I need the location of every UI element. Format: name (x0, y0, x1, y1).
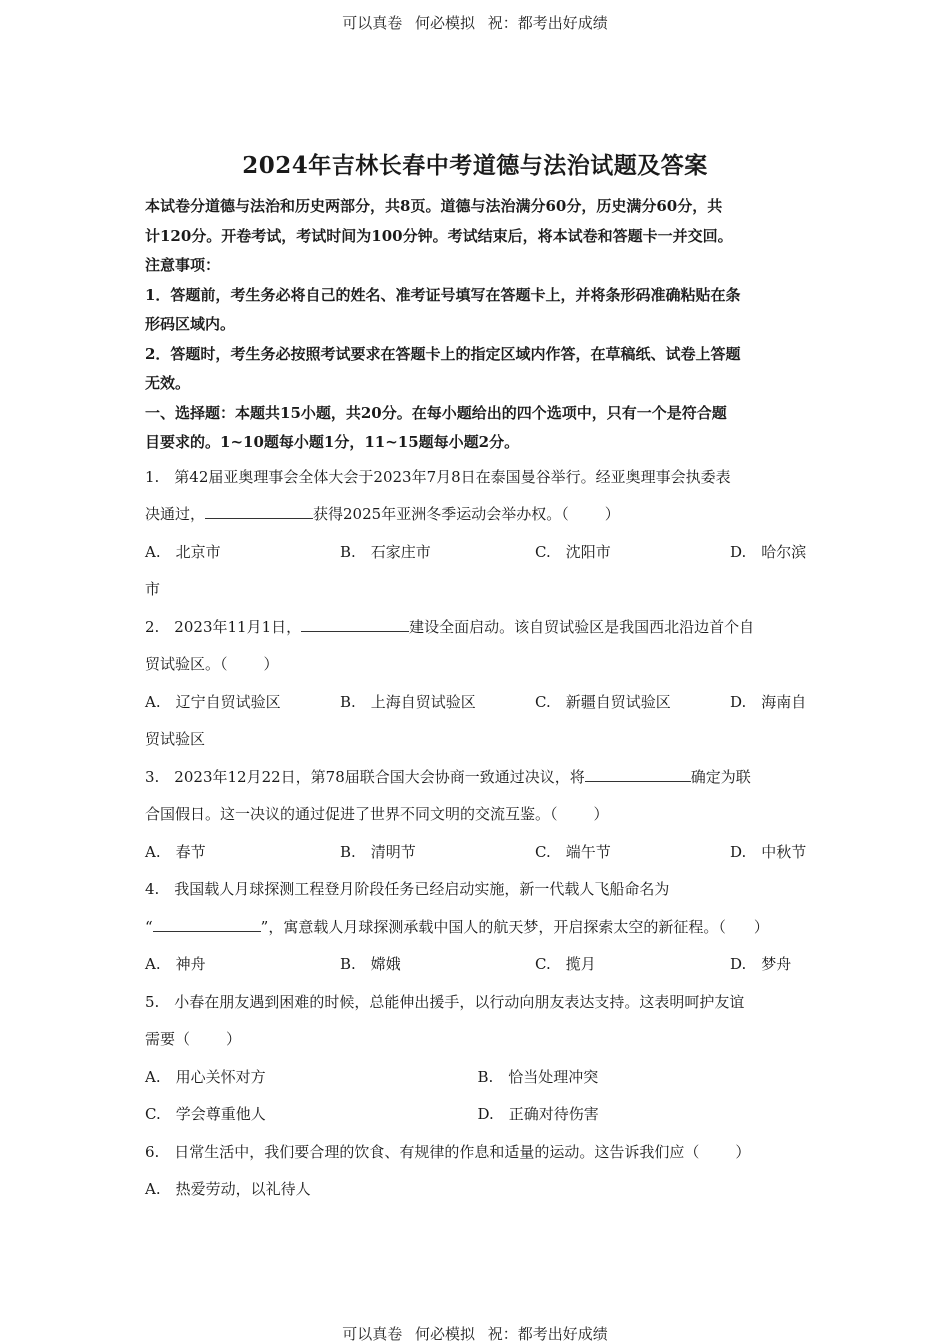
question-text: 3. 2023年12月22日，第78届联合国大会协商一致通过决议，将 确定为联 (145, 767, 751, 786)
intro-line: 2．答题时，考生务必按照考试要求在答题卡上的指定区域内作答，在草稿纸、试卷上答题 (145, 344, 741, 363)
intro-line: 无效。 (145, 374, 191, 392)
question-3 (145, 759, 810, 872)
footer-text-3: 祝：都考出好成绩 (487, 1325, 608, 1343)
page-footer (0, 1323, 950, 1344)
header-text-2: 何必模拟 (414, 14, 475, 32)
header-text-1: 可以真卷 (342, 14, 403, 32)
question-text: 4. 我国载人月球探测工程登月阶段任务已经启动实施，新一代载人飞船命名为 (145, 880, 670, 898)
option-b: B. 恰当处理冲突 (477, 1067, 599, 1086)
question-text: 6. 日常生活中，我们要合理的饮食、有规律的作息和适量的运动。这告诉我们应（ ） (145, 1142, 751, 1161)
answer-blank (153, 917, 261, 932)
intro-line: 本试卷分道德与法治和历史两部分，共8页。道德与法治满分60分，历史满分60分，共 (145, 197, 723, 215)
option-d: D. 哈尔滨 (730, 542, 807, 561)
option-c: C. 端午节 (535, 842, 611, 861)
options-row (145, 1059, 810, 1097)
intro-line: 形码区域内。 (145, 315, 236, 333)
options (145, 834, 810, 872)
option-c: C. 揽月 (535, 955, 596, 973)
question-text: 5. 小春在朋友遇到困难的时候，总能伸出援手，以行动向朋友表达支持。这表明呵护友谊 (145, 992, 745, 1011)
question-2 (145, 609, 810, 759)
question-4 (145, 871, 810, 984)
option-b: B. 清明节 (340, 842, 416, 861)
answer-blank (585, 767, 691, 782)
option-c: C. 新疆自贸试验区 (535, 692, 671, 711)
option-a: A. 北京市 (145, 542, 221, 561)
option-d: D. 海南自 (730, 692, 807, 711)
exam-instructions (145, 192, 810, 458)
intro-line: 1．答题前，考生务必将自己的姓名、准考证号填写在答题卡上，并将条形码准确粘贴在条 (145, 285, 741, 304)
page-title: 2024年吉林长春中考道德与法治试题及答案 (242, 152, 708, 179)
intro-line: 目要求的。1~10题每小题1分，11~15题每小题2分。 (145, 433, 520, 451)
question-1 (145, 459, 810, 609)
option-a: A. 春节 (145, 842, 206, 861)
option-overflow: 市 (145, 580, 161, 598)
question-text: 贸试验区。（ ） (145, 655, 279, 673)
page-header (0, 12, 950, 33)
question-text: 2. 2023年11月1日， 建设全面启动。该自贸试验区是我国西北沿边首个自 (145, 617, 755, 636)
question-text: 决通过， 获得2025年亚洲冬季运动会举办权。（ ） (145, 505, 620, 523)
option-b: B. 上海自贸试验区 (340, 692, 476, 711)
options (145, 946, 810, 984)
intro-line: 计120分。开卷考试，考试时间为100分钟。考试结束后，将本试卷和答题卡一并交回。 (145, 226, 733, 245)
question-text: “ ”，寓意载人月球探测承载中国人的航天梦，开启探索太空的新征程。（ ） (145, 917, 769, 936)
intro-line: 一、选择题：本题共15小题，共20分。在每小题给出的四个选项中，只有一个是符合题 (145, 403, 727, 422)
exam-content (145, 192, 810, 1209)
option-c: C. 学会尊重他人 (145, 1105, 266, 1123)
options-row (145, 1096, 810, 1134)
option-c: C. 沈阳市 (535, 542, 611, 561)
question-6 (145, 1134, 810, 1209)
option-d: D. 中秋节 (730, 842, 807, 861)
option-overflow: 贸试验区 (145, 730, 206, 748)
option-a: A. 辽宁自贸试验区 (145, 692, 281, 711)
options (145, 684, 810, 722)
option-d: D. 正确对待伤害 (477, 1105, 599, 1123)
question-text: 需要（ ） (145, 1030, 242, 1048)
header-text-3: 祝：都考出好成绩 (487, 14, 608, 32)
options (145, 534, 810, 572)
option-a: A. 神舟 (145, 955, 206, 973)
option-b: B. 石家庄市 (340, 542, 431, 561)
intro-line: 注意事项： (145, 256, 221, 274)
option-b: B. 嫦娥 (340, 955, 401, 973)
footer-text-1: 可以真卷 (342, 1325, 403, 1343)
footer-text-2: 何必模拟 (414, 1325, 475, 1343)
option-a: A. 热爱劳动，以礼待人 (145, 1180, 311, 1198)
question-text: 合国假日。这一决议的通过促进了世界不同文明的交流互鉴。（ ） (145, 805, 609, 823)
option-a: A. 用心关怀对方 (145, 1067, 266, 1086)
option-d: D. 梦舟 (730, 955, 792, 973)
answer-blank (205, 504, 313, 519)
answer-blank (301, 617, 409, 632)
question-5 (145, 984, 810, 1134)
question-text: 1. 第42届亚奥理事会全体大会于2023年7月8日在泰国曼谷举行。经亚奥理事会执委表 (145, 467, 731, 486)
